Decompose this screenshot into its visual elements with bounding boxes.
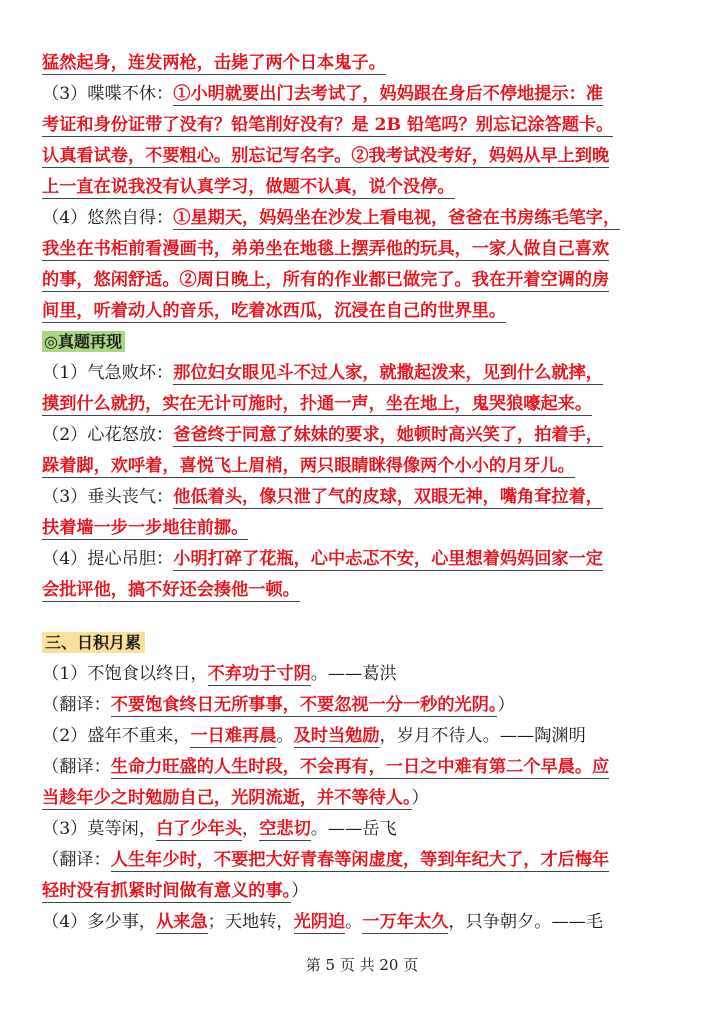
prompt-text: （1）不饱食以终日，: [42, 664, 208, 684]
text-line: [42, 111, 613, 139]
answer-text: 扶着墙一步一步地往前挪。: [42, 518, 249, 538]
text-line: [42, 142, 609, 170]
text-line: [42, 753, 609, 781]
prompt-text: 。: [276, 726, 294, 746]
prompt-text: ）: [411, 788, 429, 808]
answer-text: 上一直在说我没有认真学习，做题不认真，说个没停。: [42, 177, 455, 197]
text-line: [42, 784, 429, 812]
text-line: [42, 660, 397, 688]
prompt-text: （2）心花怒放：: [42, 425, 174, 445]
text-line: [42, 545, 603, 573]
prompt-text: 。: [345, 912, 363, 932]
answer-text: 光阴迫: [293, 912, 346, 932]
text-line: [42, 452, 575, 480]
prompt-text: （翻译：: [42, 695, 111, 715]
answer-text: 白了少年头: [156, 819, 243, 839]
answer-text: ①星期天，妈妈坐在沙发上看电视，爸爸在书房练毛笔字，: [173, 208, 621, 228]
answer-text: 小明打碎了花瓶，心中忐忑不安，心里想着妈妈回家一定: [173, 549, 603, 569]
answer-text: 我坐在书柜前看漫画书，弟弟坐在地毯上摆弄他的玩具，一家人做自己喜欢: [42, 239, 610, 259]
text-line: [42, 846, 609, 874]
answer-text: 一万年太久: [362, 912, 449, 932]
text-line: [42, 908, 603, 936]
answer-text: 间里，听着动人的音乐，吃着冰西瓜，沉浸在自己的世界里。: [42, 301, 507, 321]
prompt-text: （3）喋喋不休：: [42, 84, 174, 104]
answer-text: 生命力旺盛的人生时段，不会再有，一日之中难有第二个早晨。应: [110, 757, 610, 777]
answer-text: 不弃功于寸阴: [207, 664, 311, 684]
text-line: [42, 204, 620, 232]
answer-text: 不要饱食终日无所事事，不要忽视一分一秒的光阴。: [110, 695, 498, 715]
prompt-text: ，: [242, 819, 260, 839]
text-line: [42, 877, 308, 905]
section-heading: ◎真题再现: [42, 331, 125, 352]
prompt-text: （4）多少事，: [42, 912, 157, 932]
text-line: [42, 297, 506, 325]
prompt-text: （4）提心吊胆：: [42, 549, 174, 569]
text-line: [42, 514, 248, 542]
answer-text: ①小明就要出门去考试了，妈妈跟在身后不停地提示：准: [173, 84, 603, 104]
prompt-text: （翻译：: [42, 850, 111, 870]
answer-text: 跺着脚，欢呼着，喜悦飞上眉梢，两只眼睛眯得像两个小小的月牙儿。: [42, 456, 575, 476]
answer-text: 考证和身份证带了没有？铅笔削好没有？是 2B 铅笔吗？别忘记涂答题卡。: [42, 115, 614, 135]
answer-text: 会批评他，搞不好还会揍他一顿。: [42, 580, 300, 600]
text-line: [42, 691, 515, 719]
prompt-text: ，只争朝夕。——毛: [448, 912, 604, 932]
text-line: [42, 359, 603, 387]
answer-text: 他低着头，像只泄了气的皮球，双眼无神，嘴角耷拉着，: [173, 487, 603, 507]
answer-text: 爸爸终于同意了妹妹的要求，她顿时高兴笑了，拍着手，: [173, 425, 603, 445]
text-line: [42, 576, 300, 604]
answer-text: 轻时没有抓紧时间做有意义的事。: [42, 881, 292, 901]
prompt-text: （3）莫等闲，: [42, 819, 157, 839]
prompt-text: （4）悠然自得：: [42, 208, 174, 228]
prompt-text: ）: [497, 695, 515, 715]
answer-text: 一日难再晨: [190, 726, 277, 746]
text-line: [42, 815, 397, 843]
text-line: [42, 49, 386, 77]
text-line: [42, 421, 603, 449]
text-line: [42, 722, 586, 750]
text-line: [42, 483, 603, 511]
answer-text: 摸到什么就扔，实在无计可施时，扑通一声，坐在地上，鬼哭狼嚎起来。: [42, 394, 593, 414]
answer-text: 那位妇女眼见斗不过人家，就撒起泼来，见到什么就摔，: [173, 363, 603, 383]
text-line: [42, 173, 455, 201]
prompt-text: 。——葛洪: [310, 664, 397, 684]
text-line: [42, 80, 603, 108]
answer-text: 及时当勉励: [293, 726, 380, 746]
prompt-text: （3）垂头丧气：: [42, 487, 174, 507]
text-line: [42, 235, 609, 263]
prompt-text: ）: [291, 881, 309, 901]
prompt-text: （2）盛年不重来，: [42, 726, 191, 746]
prompt-text: （1）气急败坏：: [42, 363, 174, 383]
page-footer: 第 5 页 共 20 页: [305, 956, 419, 974]
text-line: [42, 390, 592, 418]
text-line: [42, 266, 609, 294]
prompt-text: ，岁月不待人。——陶渊明: [379, 726, 586, 746]
answer-text: 猛然起身，连发两枪，击毙了两个日本鬼子。: [42, 53, 386, 73]
section-heading: 三、日积月累: [42, 632, 145, 653]
answer-text: 当趁年少之时勉励自己，光阴流逝，并不等待人。: [42, 788, 412, 808]
answer-text: 从来急: [156, 912, 208, 932]
prompt-text: （翻译：: [42, 757, 111, 777]
answer-text: 人生年少时，不要把大好青春等闲虚度，等到年纪大了，才后悔年: [110, 850, 610, 870]
text-line: [42, 328, 125, 356]
text-line: [42, 629, 145, 657]
answer-text: 空悲切: [259, 819, 311, 839]
answer-text: 的事，悠闲舒适。②周日晚上，所有的作业都已做完了。我在开着空调的房: [42, 270, 610, 290]
answer-text: 认真看试卷，不要粗心。别忘记写名字。②我考试没考好，妈妈从早上到晚: [42, 146, 610, 166]
prompt-text: ；天地转，: [207, 912, 294, 932]
prompt-text: 。——岳飞: [310, 819, 397, 839]
